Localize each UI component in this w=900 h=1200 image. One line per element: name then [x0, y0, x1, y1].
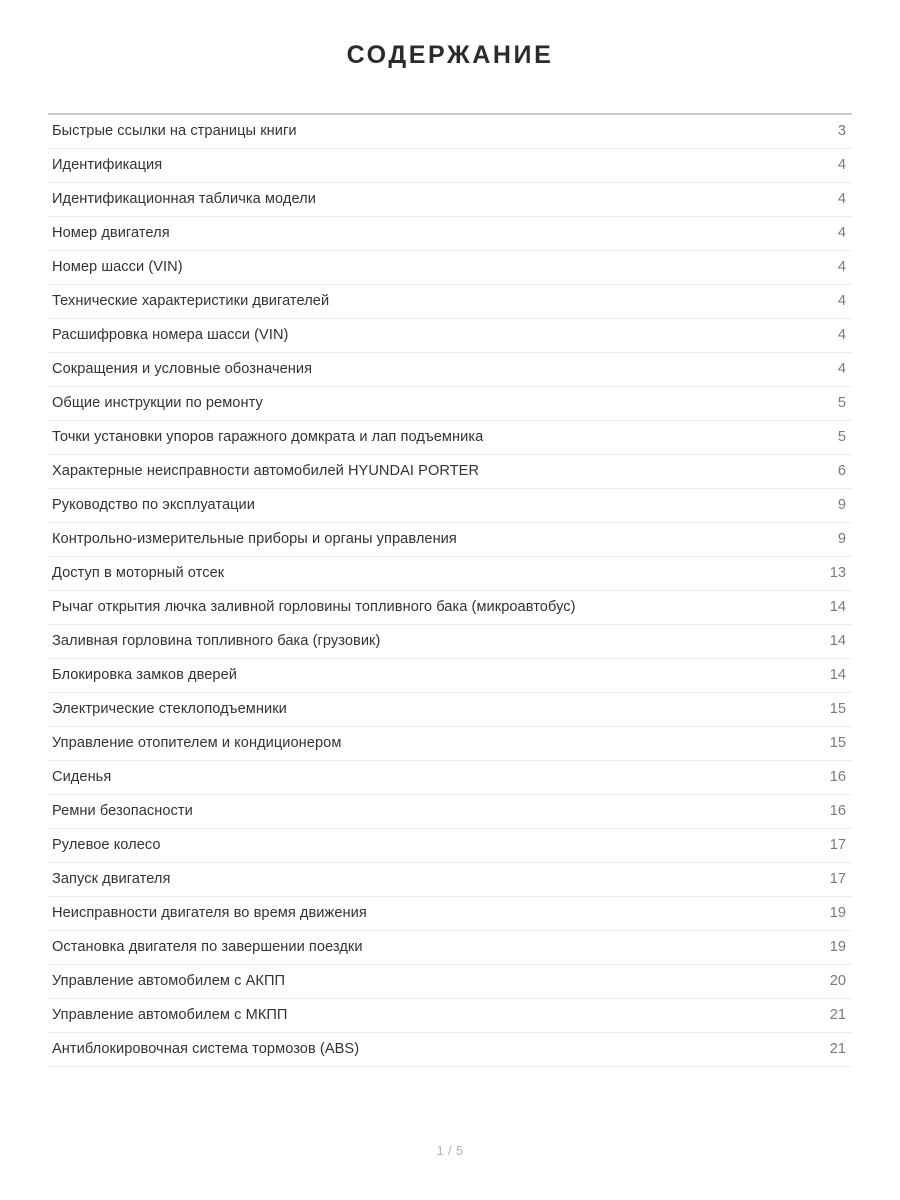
toc-entry-page-number: 20 — [829, 972, 846, 989]
toc-entry-label: Заливная горловина топливного бака (грузовик) — [52, 632, 381, 649]
toc-entry[interactable] — [48, 353, 852, 387]
toc-entry[interactable] — [48, 421, 852, 455]
toc-entry[interactable] — [48, 319, 852, 353]
toc-entry-page-number: 4 — [837, 190, 846, 207]
toc-entry-label: Запуск двигателя — [52, 870, 171, 887]
toc-entry-page-number: 9 — [837, 496, 846, 513]
toc-entry-label: Рулевое колесо — [52, 836, 161, 853]
page-title: СОДЕРЖАНИЕ — [346, 41, 554, 69]
toc-entry-label: Идентификация — [52, 156, 163, 173]
toc-entry-label: Управление автомобилем с АКПП — [52, 972, 286, 989]
toc-entry[interactable] — [48, 149, 852, 183]
toc-entry-page-number: 19 — [829, 938, 846, 955]
toc-entry-page-number: 19 — [829, 904, 846, 921]
toc-entry-page-number: 3 — [837, 122, 846, 139]
toc-entry-page-number: 14 — [829, 666, 846, 683]
toc-entry-page-number: 4 — [837, 156, 846, 173]
toc-entry-label: Электрические стеклоподъемники — [52, 700, 287, 717]
toc-entry-label: Остановка двигателя по завершении поездки — [52, 938, 363, 955]
page-footer: 1 / 5 — [436, 1144, 464, 1158]
table-of-contents — [48, 115, 852, 1067]
toc-entry[interactable] — [48, 1033, 852, 1067]
toc-entry[interactable] — [48, 897, 852, 931]
toc-entry-page-number: 21 — [829, 1040, 846, 1057]
toc-entry[interactable] — [48, 795, 852, 829]
toc-entry-page-number: 21 — [829, 1006, 846, 1023]
toc-entry-label: Управление отопителем и кондиционером — [52, 734, 342, 751]
toc-entry[interactable] — [48, 659, 852, 693]
toc-entry-label: Точки установки упоров гаражного домкрата и лап подъемника — [52, 428, 484, 445]
toc-entry-label: Антиблокировочная система тормозов (ABS) — [52, 1040, 360, 1057]
toc-entry[interactable] — [48, 183, 852, 217]
toc-entry-label: Идентификационная табличка модели — [52, 190, 316, 207]
toc-entry[interactable] — [48, 251, 852, 285]
toc-entry-page-number: 16 — [829, 802, 846, 819]
toc-entry[interactable] — [48, 115, 852, 149]
toc-entry-label: Номер двигателя — [52, 224, 170, 241]
toc-entry-page-number: 4 — [837, 360, 846, 377]
toc-entry-label: Доступ в моторный отсек — [52, 564, 225, 581]
toc-entry[interactable] — [48, 931, 852, 965]
toc-entry-page-number: 4 — [837, 224, 846, 241]
toc-entry-page-number: 17 — [829, 870, 846, 887]
toc-entry-label: Блокировка замков дверей — [52, 666, 237, 683]
toc-entry-page-number: 5 — [837, 394, 846, 411]
toc-entry[interactable] — [48, 387, 852, 421]
toc-entry-label: Быстрые ссылки на страницы книги — [52, 122, 297, 139]
toc-entry-page-number: 13 — [829, 564, 846, 581]
toc-entry-label: Ремни безопасности — [52, 802, 193, 819]
toc-entry-label: Управление автомобилем с МКПП — [52, 1006, 288, 1023]
toc-entry-label: Расшифровка номера шасси (VIN) — [52, 326, 289, 343]
toc-entry-page-number: 6 — [837, 462, 846, 479]
toc-entry[interactable] — [48, 591, 852, 625]
toc-entry-page-number: 5 — [837, 428, 846, 445]
toc-entry-page-number: 4 — [837, 292, 846, 309]
toc-entry[interactable] — [48, 863, 852, 897]
toc-entry-label: Общие инструкции по ремонту — [52, 394, 263, 411]
toc-entry-label: Рычаг открытия лючка заливной горловины топливного бака (микроавтобус) — [52, 598, 576, 615]
toc-entry[interactable] — [48, 523, 852, 557]
toc-entry[interactable] — [48, 999, 852, 1033]
toc-entry-label: Сокращения и условные обозначения — [52, 360, 313, 377]
toc-entry[interactable] — [48, 217, 852, 251]
toc-entry[interactable] — [48, 455, 852, 489]
toc-entry-page-number: 4 — [837, 326, 846, 343]
toc-entry-page-number: 9 — [837, 530, 846, 547]
toc-entry-page-number: 17 — [829, 836, 846, 853]
toc-entry-label: Характерные неисправности автомобилей HYUNDAI PORTER — [52, 462, 480, 479]
toc-entry[interactable] — [48, 965, 852, 999]
toc-entry[interactable] — [48, 761, 852, 795]
toc-entry-label: Руководство по эксплуатации — [52, 496, 255, 513]
toc-entry[interactable] — [48, 727, 852, 761]
toc-entry-page-number: 14 — [829, 632, 846, 649]
toc-entry-page-number: 4 — [837, 258, 846, 275]
toc-entry[interactable] — [48, 285, 852, 319]
toc-entry-page-number: 15 — [829, 734, 846, 751]
toc-entry-page-number: 14 — [829, 598, 846, 615]
toc-entry[interactable] — [48, 557, 852, 591]
toc-entry-page-number: 16 — [829, 768, 846, 785]
toc-entry-page-number: 15 — [829, 700, 846, 717]
toc-entry-label: Неисправности двигателя во время движения — [52, 904, 367, 921]
toc-entry-label: Сиденья — [52, 768, 112, 785]
toc-entry-label: Контрольно-измерительные приборы и органы управления — [52, 530, 457, 547]
toc-entry-label: Технические характеристики двигателей — [52, 292, 330, 309]
toc-entry[interactable] — [48, 693, 852, 727]
toc-entry[interactable] — [48, 625, 852, 659]
toc-entry-label: Номер шасси (VIN) — [52, 258, 183, 275]
toc-entry[interactable] — [48, 829, 852, 863]
toc-entry[interactable] — [48, 489, 852, 523]
